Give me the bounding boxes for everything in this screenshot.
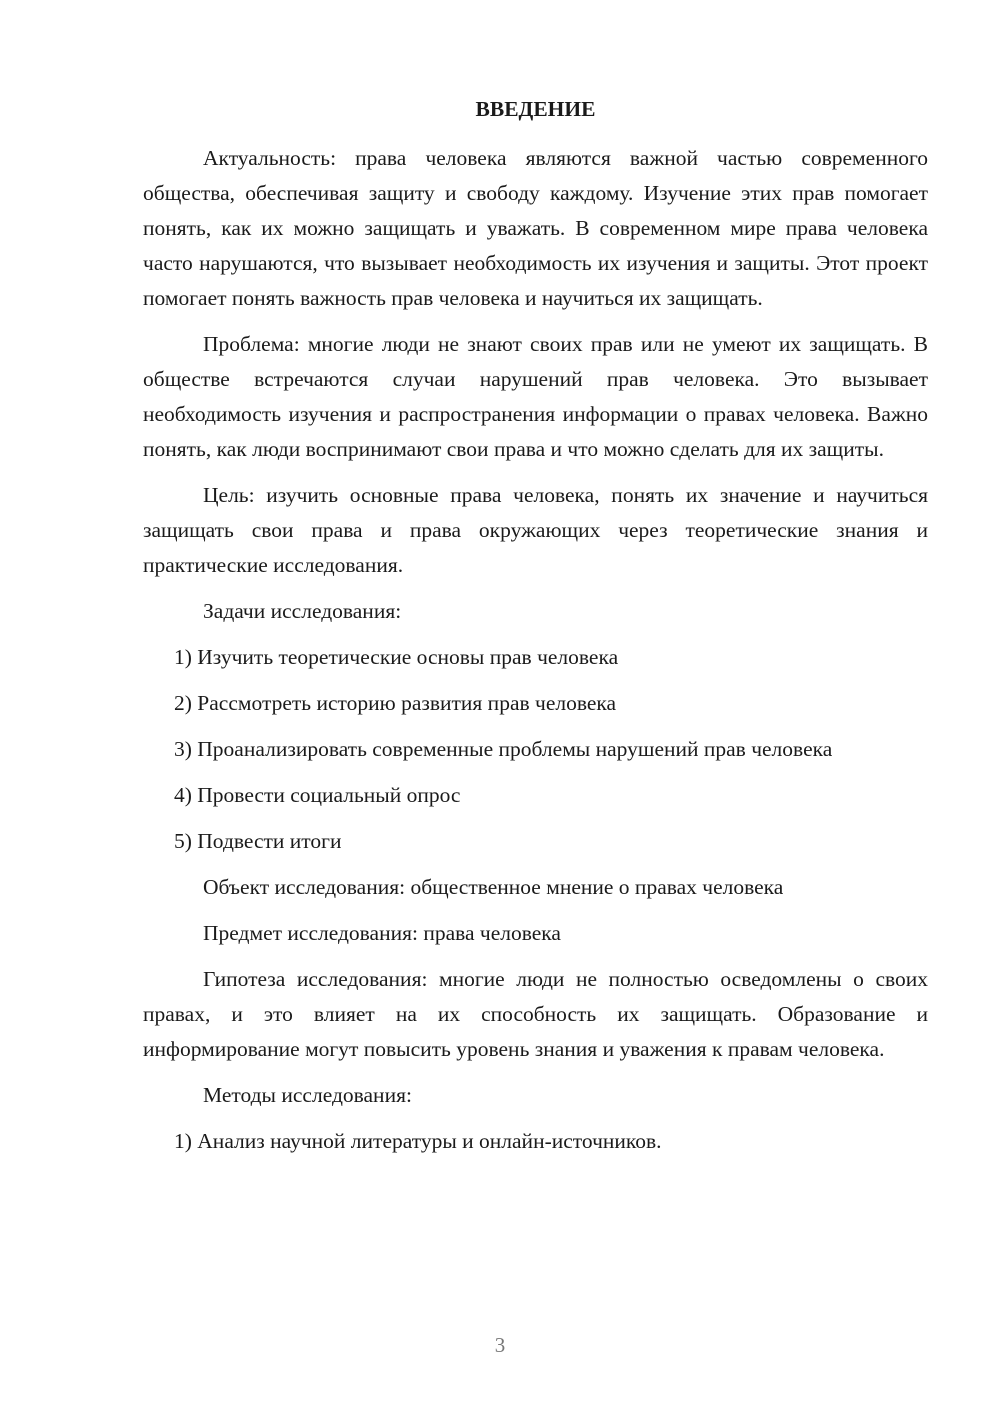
list-item: 5) Подвести итоги xyxy=(174,829,342,853)
relevance-paragraph: Актуальность: права человека являются важной частью современного общества, обеспечивая защиту и свободу каждому. Изучение этих прав помогает понять, как их можно защищать и уважать. В современном мире права человека часто нарушаются, что вызывает необходимость их изучения и защиты. Этот проект помогает понять важность прав человека и научиться их защищать. xyxy=(143,146,928,310)
tasks-label: Задачи исследования: xyxy=(203,599,402,623)
page-heading: ВВЕДЕНИЕ xyxy=(475,97,596,121)
research-subject: Предмет исследования: права человека xyxy=(203,921,561,945)
research-object: Объект исследования: общественное мнение о правах человека xyxy=(203,875,784,899)
document-page xyxy=(143,92,928,1170)
tasks-list xyxy=(143,640,928,859)
list-item: 1) Анализ научной литературы и онлайн-источников. xyxy=(174,1129,662,1153)
list-item: 3) Проанализировать современные проблемы нарушений прав человека xyxy=(174,737,833,761)
goal-paragraph: Цель: изучить основные права человека, понять их значение и научиться защищать свои права и права окружающих через теоретические знания и практические исследования. xyxy=(143,483,928,577)
methods-label: Методы исследования: xyxy=(203,1083,412,1107)
methods-list xyxy=(143,1124,928,1159)
hypothesis-paragraph: Гипотеза исследования: многие люди не полностью осведомлены о своих правах, и это влияет на их способность их защищать. Образование и информирование могут повысить уровень знания и уважения к правам человека. xyxy=(143,967,928,1061)
page-number: 3 xyxy=(494,1333,506,1357)
list-item: 2) Рассмотреть историю развития прав человека xyxy=(174,691,617,715)
list-item: 4) Провести социальный опрос xyxy=(174,783,461,807)
list-item: 1) Изучить теоретические основы прав человека xyxy=(174,645,619,669)
problem-paragraph: Проблема: многие люди не знают своих прав или не умеют их защищать. В обществе встречаются случаи нарушений прав человека. Это вызывает необходимость изучения и распространения информации о правах человека. Важно понять, как люди воспринимают свои права и что можно сделать для их защиты. xyxy=(143,332,928,461)
